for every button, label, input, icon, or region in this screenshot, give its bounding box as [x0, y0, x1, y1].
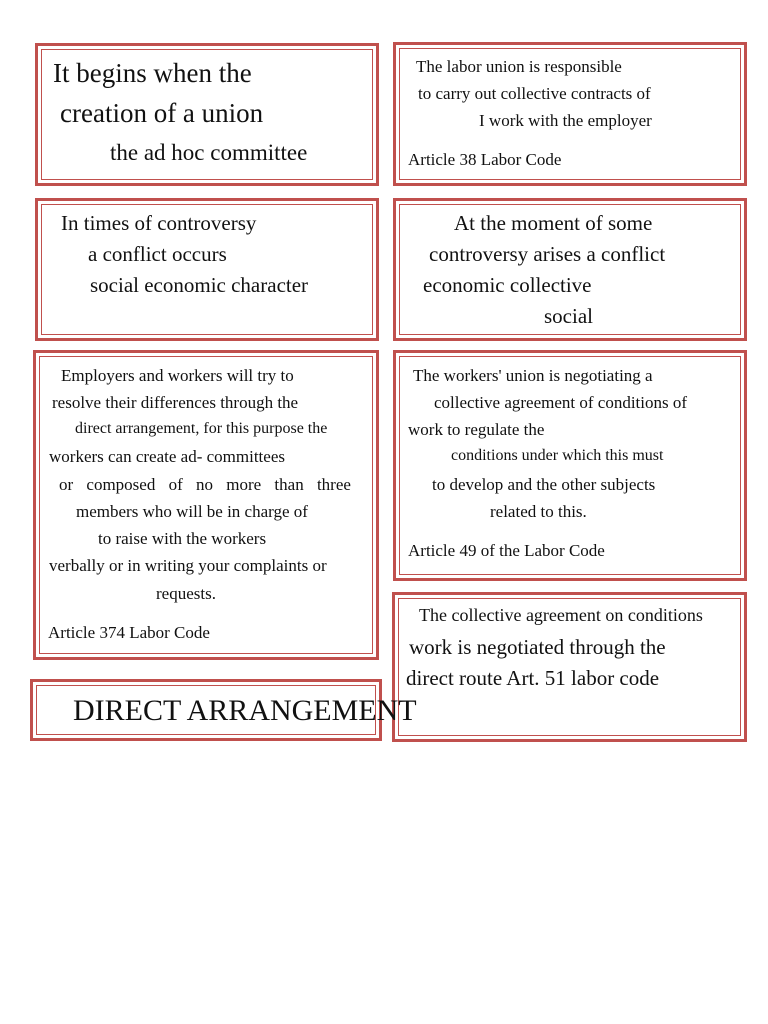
- card-text-line: It begins when the: [53, 58, 252, 88]
- card-text-line: Employers and workers will try to: [61, 366, 294, 385]
- card-text-line: social: [544, 304, 593, 328]
- card-text-line-justified: [59, 476, 365, 493]
- card-text-line: direct arrangement, for this purpose the: [75, 420, 328, 437]
- card-text-line: work to regulate the: [408, 420, 545, 439]
- card-text-line: economic collective: [423, 273, 592, 297]
- card-text-line: workers can create ad- committees: [49, 447, 285, 466]
- card-text-line: controversy arises a conflict: [429, 242, 666, 266]
- card-text-line: In times of controversy: [61, 211, 257, 235]
- title-card: [30, 679, 417, 741]
- card-text-line: The workers' union is negotiating a: [413, 366, 653, 385]
- card-article-49: [393, 350, 747, 581]
- card-article-374: [33, 350, 379, 660]
- card-article-38: [393, 42, 747, 186]
- card-text-line: requests.: [156, 584, 216, 603]
- card-text-line: to develop and the other subjects: [432, 475, 656, 494]
- card-times-of-controversy: [35, 198, 379, 341]
- card-text-line: the ad hoc committee: [110, 140, 308, 165]
- card-article-51: [392, 592, 747, 742]
- word: or composed of no more than three: [59, 475, 351, 494]
- page-title: DIRECT ARRANGEMENT: [73, 694, 417, 727]
- card-text-line: to raise with the workers: [98, 529, 267, 548]
- card-text-line: The labor union is responsible: [416, 57, 622, 76]
- card-text-line: related to this.: [490, 502, 587, 521]
- card-text-line: collective agreement of conditions of: [434, 393, 688, 412]
- article-reference: Article 374 Labor Code: [48, 623, 210, 642]
- card-text-line: creation of a union: [60, 98, 264, 128]
- card-text-line: social economic character: [90, 273, 309, 297]
- card-text-line: a conflict occurs: [88, 242, 227, 266]
- card-text-line: to carry out collective contracts of: [418, 84, 651, 103]
- article-reference: Article 49 of the Labor Code: [408, 541, 605, 560]
- card-text-line: verbally or in writing your complaints or: [49, 556, 327, 575]
- card-text-line: conditions under which this must: [451, 447, 664, 464]
- card-moment-of-controversy: [393, 198, 747, 341]
- card-text-line: members who will be in charge of: [76, 502, 308, 521]
- card-text-line: direct route Art. 51 labor code: [406, 666, 660, 690]
- card-text-line: At the moment of some: [454, 211, 653, 235]
- card-union-creation: [35, 43, 379, 186]
- article-reference: Article 38 Labor Code: [408, 150, 562, 169]
- card-text-line: The collective agreement on conditions: [419, 605, 703, 625]
- card-text-line: I work with the employer: [479, 111, 652, 130]
- card-text-line: resolve their differences through the: [52, 393, 299, 412]
- card-text-line: work is negotiated through the: [409, 635, 666, 659]
